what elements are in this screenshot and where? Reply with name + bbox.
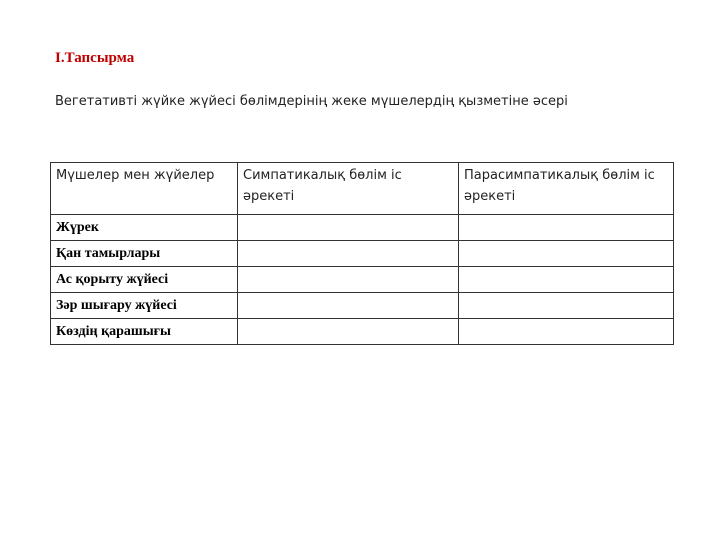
sympathetic-cell[interactable]: [238, 215, 459, 241]
table-row: [51, 267, 674, 293]
table-row: [51, 215, 674, 241]
table-row: [51, 241, 674, 267]
parasympathetic-cell[interactable]: [459, 215, 674, 241]
header-parasympathetic: Парасимпатикалық бөлім іс әрекеті: [459, 163, 674, 215]
task-title: I.Тапсырма: [55, 50, 135, 66]
sympathetic-cell[interactable]: [238, 319, 459, 345]
organ-cell: Зәр шығару жүйесі: [51, 293, 238, 319]
parasympathetic-cell[interactable]: [459, 319, 674, 345]
sympathetic-cell[interactable]: [238, 293, 459, 319]
organ-cell: Жүрек: [51, 215, 238, 241]
task-subtitle: Вегетативті жүйке жүйесі бөлімдерінің жеке мүшелердің қызметіне әсері: [55, 94, 568, 109]
organ-cell: Қан тамырлары: [51, 241, 238, 267]
parasympathetic-cell[interactable]: [459, 293, 674, 319]
parasympathetic-cell[interactable]: [459, 241, 674, 267]
organ-cell: Көздің қарашығы: [51, 319, 238, 345]
table-row: [51, 319, 674, 345]
table-header-row: [51, 163, 674, 215]
sympathetic-cell[interactable]: [238, 241, 459, 267]
parasympathetic-cell[interactable]: [459, 267, 674, 293]
organ-cell: Ас қорыту жүйесі: [51, 267, 238, 293]
sympathetic-cell[interactable]: [238, 267, 459, 293]
table-row: [51, 293, 674, 319]
header-organs: Мүшелер мен жүйелер: [51, 163, 238, 215]
header-sympathetic: Симпатикалық бөлім іс әрекеті: [238, 163, 459, 215]
organ-effects-table: [50, 162, 674, 345]
